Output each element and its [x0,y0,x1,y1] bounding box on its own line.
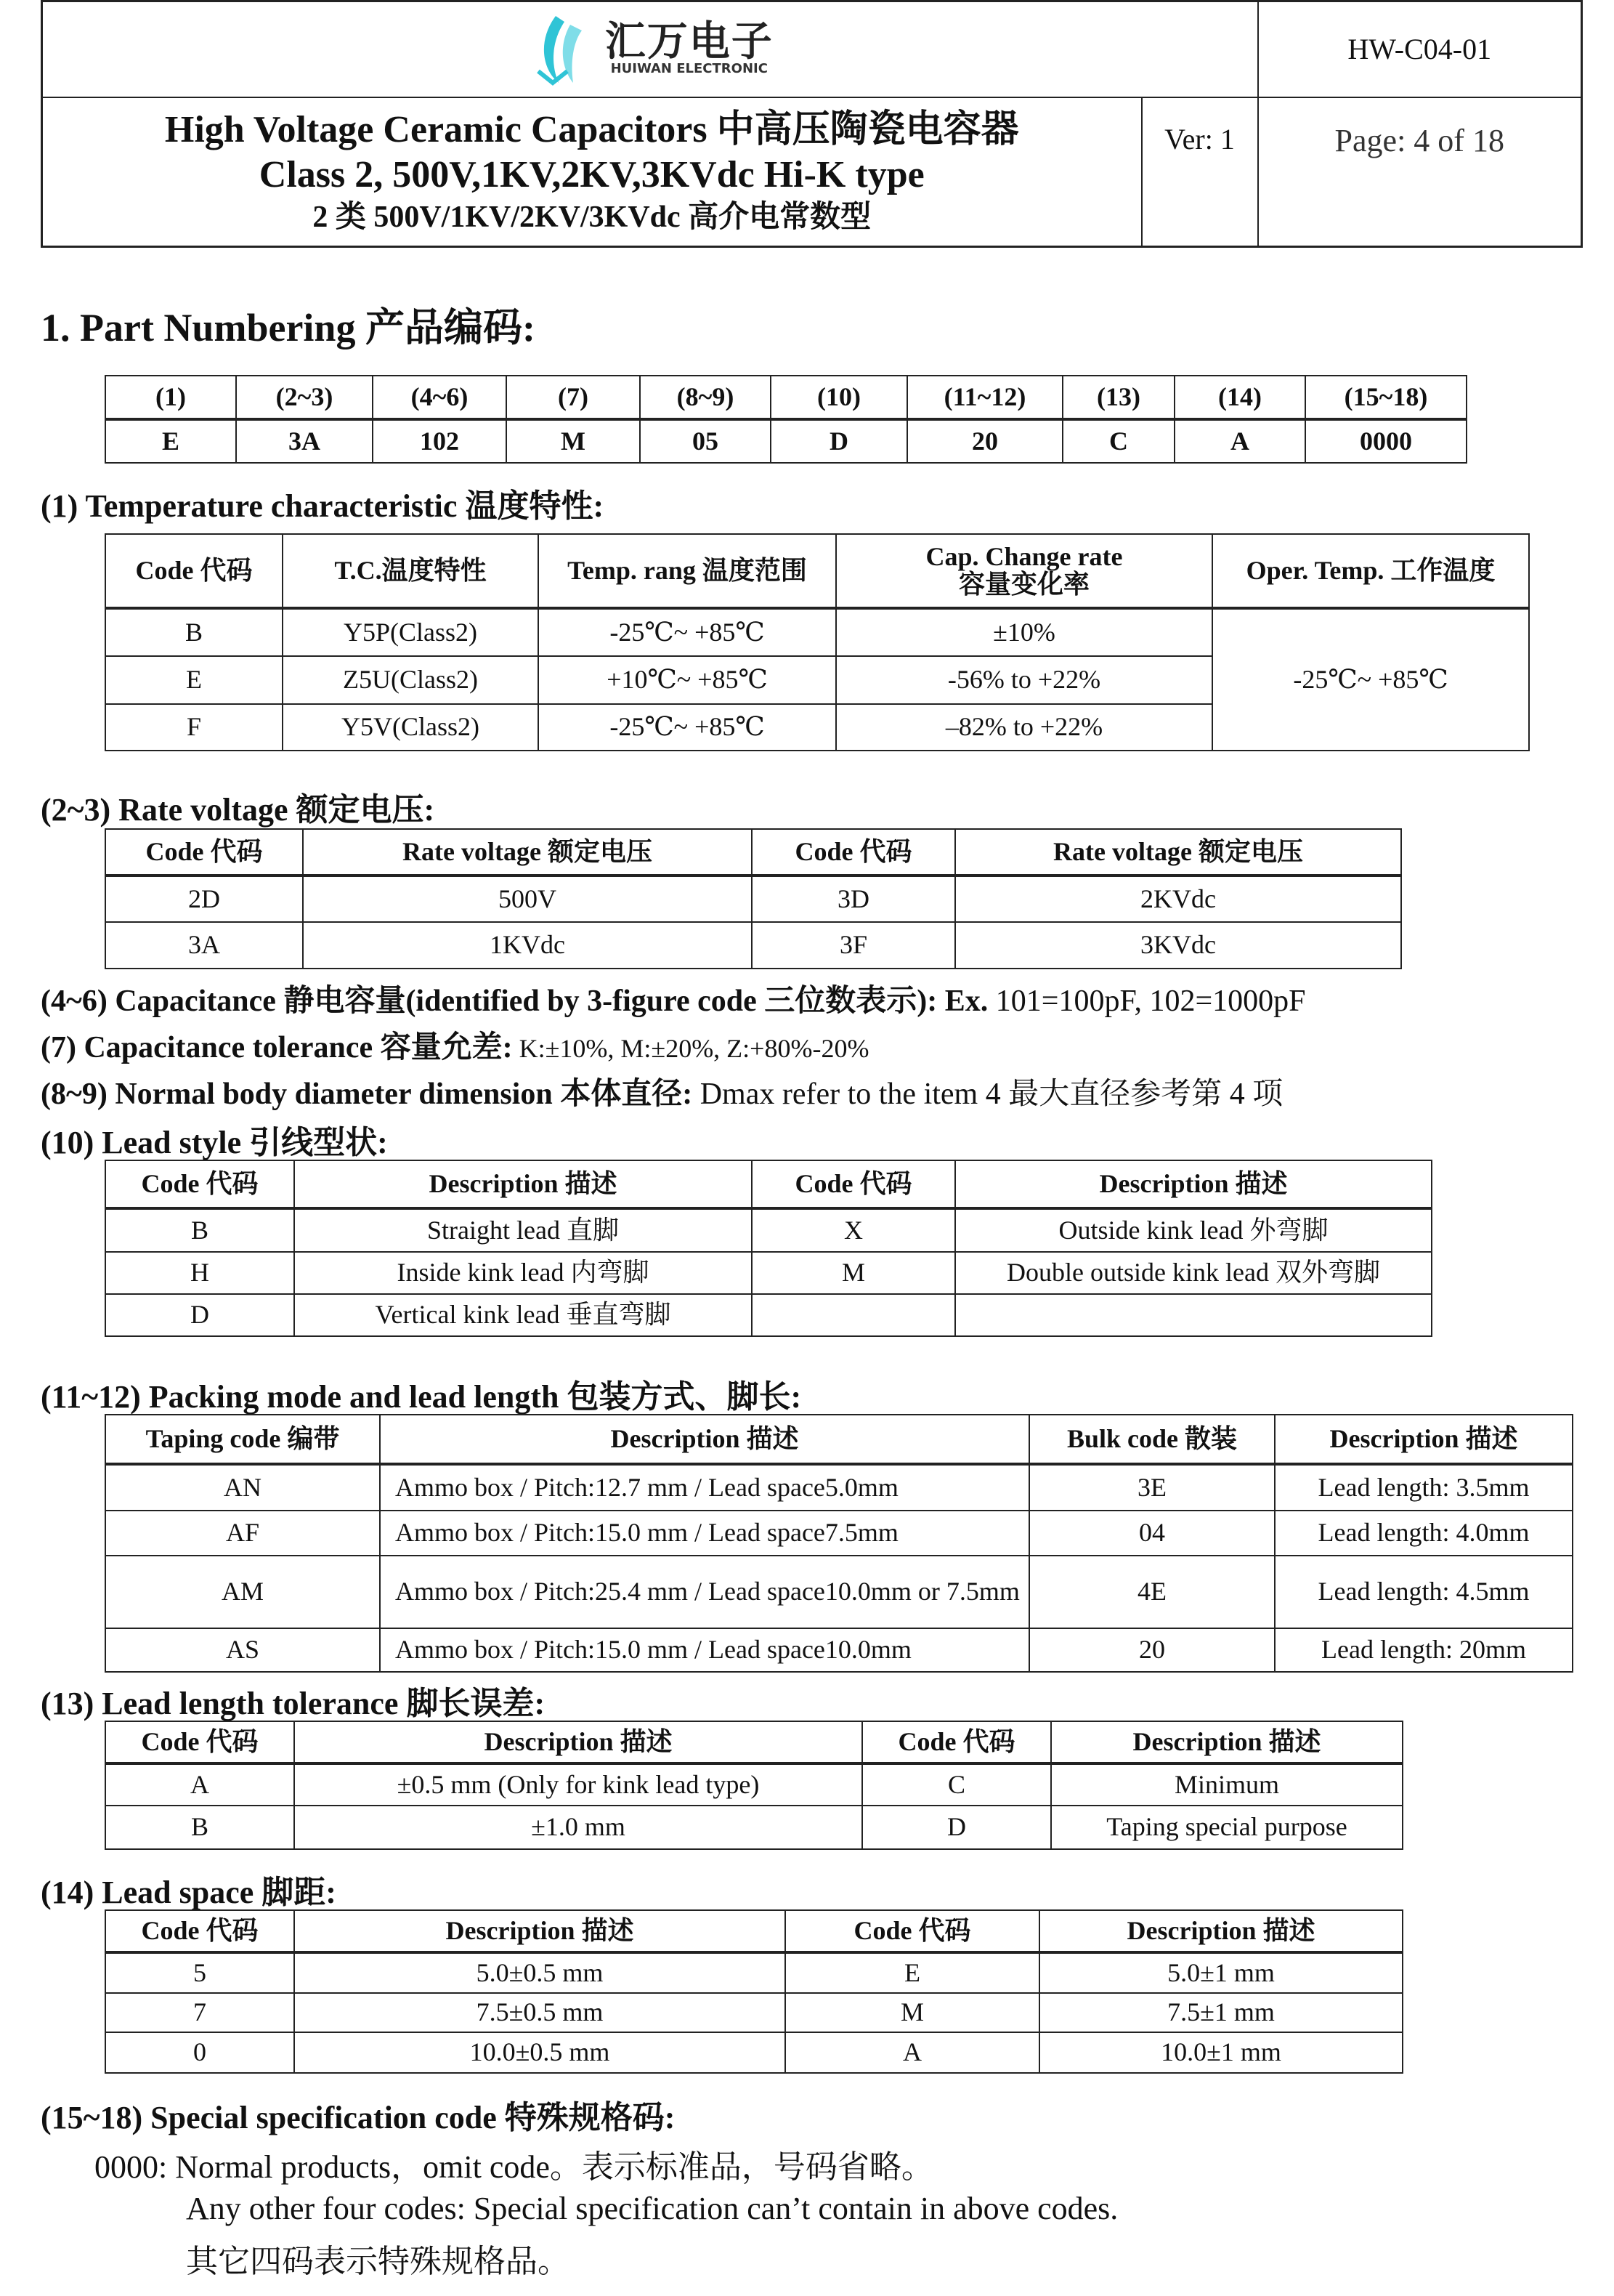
table-cell: 3A [105,922,303,969]
column-header: Bulk code 散装 [1029,1415,1275,1464]
column-header: Code 代码 [785,1910,1039,1952]
column-header: Oper. Temp. 工作温度 [1212,534,1529,608]
table-row [105,1628,1573,1672]
column-header: Description 描述 [380,1415,1029,1464]
table-cell: 10.0±1 mm [1039,2032,1403,2073]
space-heading: (14) Lead space 脚距: [41,1875,336,1910]
table-row [105,1464,1573,1511]
part-number-table [105,375,1467,464]
table-cell: Double outside kink lead 双外弯脚 [955,1252,1432,1294]
table-cell: Lead length: 3.5mm [1275,1464,1573,1511]
table-cell: H [105,1252,294,1294]
capacitance-value: 101=100pF, 102=1000pF [988,985,1306,1018]
oper-temp-cell: -25℃~ +85℃ [1212,608,1529,751]
table-cell: Ammo box / Pitch:25.4 mm / Lead space10.0mm or 7.5mm [380,1556,1029,1628]
table-cell: AF [105,1511,380,1556]
logo-subtext: HUIWAN ELECTRONIC [610,61,768,77]
table-cell: D [105,1294,294,1336]
table-cell: Ammo box / Pitch:12.7 mm / Lead space5.0mm [380,1464,1029,1511]
column-header: Rate voltage 额定电压 [955,829,1401,876]
logo-text: 汇万电子 [604,18,774,66]
lead-style-table [105,1160,1432,1337]
table-cell: M [752,1252,955,1294]
table-cell: 3D [752,876,955,922]
table-cell: Lead length: 4.5mm [1275,1556,1573,1628]
position-header: (13) [1063,376,1175,419]
table-cell [752,1294,955,1336]
header-row [105,829,1401,876]
header-row [105,1721,1403,1763]
position-value: 20 [907,419,1063,463]
table-cell: 5.0±0.5 mm [294,1952,785,1993]
table-cell: Outside kink lead 外弯脚 [955,1208,1432,1252]
header-row [105,1910,1403,1952]
diameter-value: Dmax refer to the item 4 最大直径参考第 4 项 [692,1078,1284,1111]
version: Ver: 1 [1142,97,1258,247]
special-line-1: 0000: Normal products，omit code。表示标准品，号码省略。 [94,2149,933,2185]
table-row [105,1952,1403,1993]
table-cell: ±10% [836,608,1212,656]
column-header: Code 代码 [105,829,303,876]
lead-heading: (10) Lead style 引线型状: [41,1125,388,1160]
packing-table [105,1414,1573,1673]
position-header: (15~18) [1305,376,1467,419]
temperature-table [105,533,1530,751]
diameter-line [41,1070,1283,1113]
position-value: A [1175,419,1305,463]
table-cell: X [752,1208,955,1252]
table-cell: -25℃~ +85℃ [538,704,836,751]
position-value: D [771,419,907,463]
title-line-3: 2 类 500V/1KV/2KV/3KVdc 高介电常数型 [312,200,872,234]
column-header: Code 代码 [752,1160,955,1208]
table-cell: Inside kink lead 内弯脚 [294,1252,752,1294]
table-cell: 7 [105,1993,294,2032]
table-cell: A [785,2032,1039,2073]
table-cell: 3E [1029,1464,1275,1511]
position-header: (11~12) [907,376,1063,419]
table-cell: 3F [752,922,955,969]
table-cell: C [862,1763,1051,1806]
column-header: Code 代码 [862,1721,1051,1763]
table-cell: AS [105,1628,380,1672]
diameter-label: (8~9) Normal body diameter dimension 本体直径: [41,1078,693,1111]
position-value: E [105,419,236,463]
tolerance-label: (7) Capacitance tolerance 容量允差: [41,1031,513,1064]
column-header: Description 描述 [294,1721,862,1763]
table-cell: 5 [105,1952,294,1993]
table-cell: AM [105,1556,380,1628]
table-row [105,2032,1403,2073]
logo-cell [42,1,1258,97]
table-cell: Ammo box / Pitch:15.0 mm / Lead space10.0mm [380,1628,1029,1672]
table-cell: Ammo box / Pitch:15.0 mm / Lead space7.5mm [380,1511,1029,1556]
header-row [105,1160,1432,1208]
company-logo [46,13,1254,86]
voltage-heading: (2~3) Rate voltage 额定电压: [41,792,435,828]
table-cell: M [785,1993,1039,2032]
table-cell: B [105,1806,294,1849]
table-cell: B [105,608,283,656]
table-row [105,1208,1432,1252]
column-header: Description 描述 [294,1160,752,1208]
position-header: (1) [105,376,236,419]
column-header: Code 代码 [105,1910,294,1952]
table-cell: –82% to +22% [836,704,1212,751]
table-cell: E [105,656,283,704]
tolerance-line [41,1023,869,1067]
voltage-table [105,828,1402,969]
column-header: Code 代码 [105,1721,294,1763]
column-header: Description 描述 [955,1160,1432,1208]
position-header: (10) [771,376,907,419]
position-value: 05 [640,419,771,463]
document-code: HW-C04-01 [1258,1,1582,97]
table-cell: 7.5±0.5 mm [294,1993,785,2032]
section-title: 1. Part Numbering 产品编码: [41,306,535,349]
column-header: Description 描述 [1039,1910,1403,1952]
table-cell: B [105,1208,294,1252]
capacitance-line [41,977,1306,1020]
table-cell: 7.5±1 mm [1039,1993,1403,2032]
table-cell: ±0.5 mm (Only for kink lead type) [294,1763,862,1806]
table-cell: D [862,1806,1051,1849]
table-cell: 0 [105,2032,294,2073]
table-cell: F [105,704,283,751]
table-cell: 500V [303,876,752,922]
table-row [105,1763,1403,1806]
position-value: M [506,419,640,463]
table-cell: ±1.0 mm [294,1806,862,1849]
special-line-3: 其它四码表示特殊规格品。 [186,2244,569,2279]
table-row [105,1511,1573,1556]
table-row [105,876,1401,922]
table-cell: Lead length: 4.0mm [1275,1511,1573,1556]
table-cell: 3KVdc [955,922,1401,969]
special-heading: (15~18) Special specification code 特殊规格码: [41,2100,676,2135]
column-header: Description 描述 [294,1910,785,1952]
column-header: Code 代码 [105,534,283,608]
tolerance-heading: (13) Lead length tolerance 脚长误差: [41,1686,546,1721]
column-header: Code 代码 [752,829,955,876]
column-header: Description 描述 [1051,1721,1403,1763]
document-title [42,97,1142,247]
table-cell: 1KVdc [303,922,752,969]
table-cell: E [785,1952,1039,1993]
packing-heading: (11~12) Packing mode and lead length 包装方式、脚长: [41,1379,802,1415]
table-cell: 2KVdc [955,876,1401,922]
table-row [105,1252,1432,1294]
table-row [105,922,1401,969]
column-header: Code 代码 [105,1160,294,1208]
table-cell: Minimum [1051,1763,1403,1806]
special-line-2: Any other four codes: Special specification can’t contain in above codes. [186,2191,1119,2226]
position-value: 102 [373,419,506,463]
column-header: Cap. Change rate 容量变化率 [836,534,1212,608]
table-cell: 4E [1029,1556,1275,1628]
position-header: (8~9) [640,376,771,419]
position-header: (14) [1175,376,1305,419]
column-header: Taping code 编带 [105,1415,380,1464]
tolerance-value: K:±10%, M:±20%, Z:+80%-20% [512,1034,869,1063]
table-cell: Y5P(Class2) [283,608,538,656]
table-cell: +10℃~ +85℃ [538,656,836,704]
table-cell: Taping special purpose [1051,1806,1403,1849]
position-value: 3A [236,419,373,463]
table-cell: 5.0±1 mm [1039,1952,1403,1993]
position-header: (2~3) [236,376,373,419]
table-cell: 04 [1029,1511,1275,1556]
title-line-2: Class 2, 500V,1KV,2KV,3KVdc Hi-K type [259,154,925,196]
table-cell: 2D [105,876,303,922]
lead-space-table [105,1909,1403,2074]
table-cell: A [105,1763,294,1806]
table-cell: Z5U(Class2) [283,656,538,704]
table-cell: Lead length: 20mm [1275,1628,1573,1672]
capacitance-label: (4~6) Capacitance 静电容量(identified by 3-figure code 三位数表示): Ex. [41,985,989,1018]
position-value: 0000 [1305,419,1467,463]
lead-tolerance-table [105,1721,1403,1850]
position-header: (7) [506,376,640,419]
table-cell: AN [105,1464,380,1511]
table-cell: Y5V(Class2) [283,704,538,751]
table-row [105,1556,1573,1628]
header-row [105,1415,1573,1464]
table-cell: Vertical kink lead 垂直弯脚 [294,1294,752,1336]
document-header [41,0,1583,248]
table-cell: -56% to +22% [836,656,1212,704]
column-header: Temp. rang 温度范围 [538,534,836,608]
table-row [105,1993,1403,2032]
table-row [105,1294,1432,1336]
table-cell [955,1294,1432,1336]
table-cell: Straight lead 直脚 [294,1208,752,1252]
column-header: T.C.温度特性 [283,534,538,608]
position-value: C [1063,419,1175,463]
table-cell: 20 [1029,1628,1275,1672]
temp-heading: (1) Temperature characteristic 温度特性: [41,488,604,524]
column-header: Description 描述 [1275,1415,1573,1464]
column-header: Rate voltage 额定电压 [303,829,752,876]
page-number: Page: 4 of 18 [1258,97,1582,247]
table-cell: 10.0±0.5 mm [294,2032,785,2073]
table-row [105,1806,1403,1849]
position-header: (4~6) [373,376,506,419]
logo-wave-icon [527,13,599,86]
table-cell: -25℃~ +85℃ [538,608,836,656]
table-row [105,608,1529,656]
title-line-1: High Voltage Ceramic Capacitors 中高压陶瓷电容器 [164,108,1019,150]
